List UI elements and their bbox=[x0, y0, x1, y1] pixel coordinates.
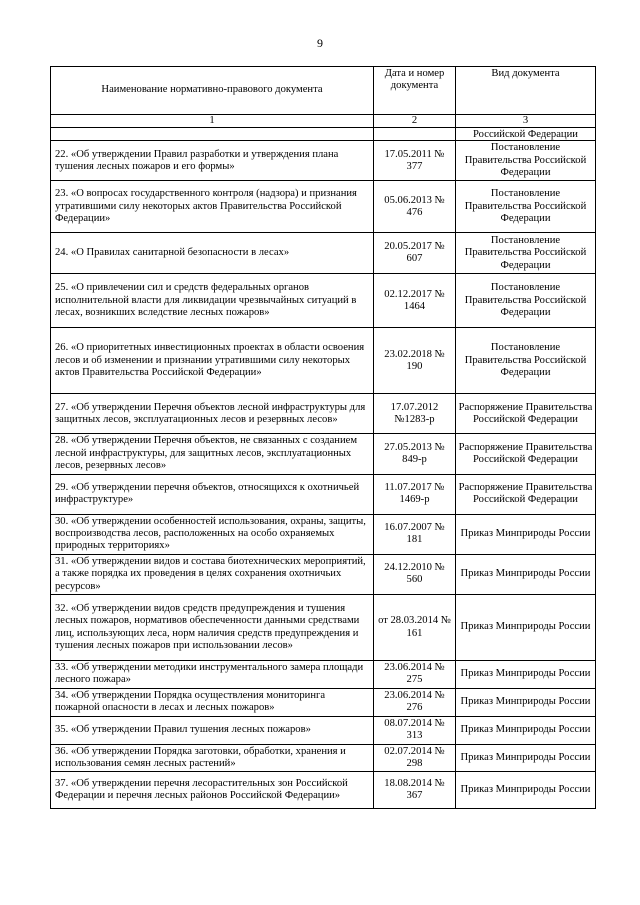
document-kind-cell: Распоряжение Правительства Российской Федерации bbox=[456, 474, 596, 514]
header-document-date: Дата и номер документа bbox=[374, 67, 456, 115]
document-kind-cell: Приказ Минприроды России bbox=[456, 716, 596, 744]
document-date-cell: 08.07.2014 № 313 bbox=[374, 716, 456, 744]
document-kind-cell: Приказ Минприроды России bbox=[456, 554, 596, 594]
table-row bbox=[51, 514, 596, 554]
document-name-cell: 33. «Об утверждении методики инструментального замера площади лесного пожара» bbox=[51, 661, 374, 689]
column-numbers-row bbox=[51, 115, 596, 128]
document-name-cell: 22. «Об утверждении Правил разработки и утверждения плана тушения лесных пожаров и его формы» bbox=[51, 141, 374, 181]
document-date-cell: от 28.03.2014 № 161 bbox=[374, 595, 456, 661]
table-row bbox=[51, 595, 596, 661]
table-row bbox=[51, 716, 596, 744]
document-kind-cell: Постановление Правительства Российской Федерации bbox=[456, 141, 596, 181]
document-date-cell: 17.05.2011 № 377 bbox=[374, 141, 456, 181]
document-name-cell: 31. «Об утверждении видов и состава биотехнических мероприятий, а также порядка их проведения в целях сохранения охотничьих ресурсов» bbox=[51, 554, 374, 594]
document-date-cell: 23.06.2014 № 276 bbox=[374, 688, 456, 716]
document-name-cell: 37. «Об утверждении перечня лесорастительных зон Российской Федерации и перечня лесных районов Российской Федерации» bbox=[51, 772, 374, 809]
document-date-cell: 20.05.2017 № 607 bbox=[374, 233, 456, 274]
page-number: 9 bbox=[317, 36, 323, 50]
document-name-cell: 25. «О привлечении сил и средств федеральных органов исполнительной власти для ликвидации чрезвычайных ситуаций в лесах, возникших вследствие лесных пожаров» bbox=[51, 274, 374, 328]
header-document-kind: Вид документа bbox=[456, 67, 596, 115]
document-date-cell: 23.06.2014 № 275 bbox=[374, 661, 456, 689]
table-row bbox=[51, 554, 596, 594]
document-kind-cell: Приказ Минприроды России bbox=[456, 688, 596, 716]
document-date-cell: 27.05.2013 № 849-р bbox=[374, 434, 456, 474]
table-row bbox=[51, 328, 596, 394]
document-kind-cell: Постановление Правительства Российской Федерации bbox=[456, 328, 596, 394]
table-row bbox=[51, 688, 596, 716]
document-name-cell: 32. «Об утверждении видов средств предупреждения и тушения лесных пожаров, нормативов обеспеченности данными средствами лиц, использующих леса, норм наличия средств предупреждения и тушения лесных пожаров при использовании лесов» bbox=[51, 595, 374, 661]
document-name-cell: 26. «О приоритетных инвестиционных проектах в области освоения лесов и об изменении и признании утратившими силу некоторых актов Правительства Российской Федерации» bbox=[51, 328, 374, 394]
document-kind-cell: Распоряжение Правительства Российской Федерации bbox=[456, 434, 596, 474]
document-name-cell: 27. «Об утверждении Перечня объектов лесной инфраструктуры для защитных лесов, эксплуатационных лесов и резервных лесов» bbox=[51, 394, 374, 434]
column-number-2: 2 bbox=[374, 115, 456, 128]
document-name-cell: 23. «О вопросах государственного контроля (надзора) и признания утратившими силу некоторых актов Правительства Российской Федерации» bbox=[51, 181, 374, 233]
document-date-cell: 16.07.2007 № 181 bbox=[374, 514, 456, 554]
document-kind-cell: Постановление Правительства Российской Федерации bbox=[456, 181, 596, 233]
document-date-cell: 05.06.2013 № 476 bbox=[374, 181, 456, 233]
document-date-cell: 24.12.2010 № 560 bbox=[374, 554, 456, 594]
document-date-cell: 17.07.2012 №1283-р bbox=[374, 394, 456, 434]
document-name-cell: 34. «Об утверждении Порядка осуществления мониторинга пожарной опасности в лесах и лесных пожаров» bbox=[51, 688, 374, 716]
document-kind-cell: Распоряжение Правительства Российской Федерации bbox=[456, 394, 596, 434]
table-row bbox=[51, 474, 596, 514]
table-header-row bbox=[51, 67, 596, 115]
table-row bbox=[51, 233, 596, 274]
document-kind-cell: Приказ Минприроды России bbox=[456, 595, 596, 661]
document-name-cell: 29. «Об утверждении перечня объектов, относящихся к охотничьей инфраструктуре» bbox=[51, 474, 374, 514]
table-row bbox=[51, 772, 596, 809]
document-date-cell: 11.07.2017 № 1469-р bbox=[374, 474, 456, 514]
document-name-cell: 28. «Об утверждении Перечня объектов, не связанных с созданием лесной инфраструктуры, для защитных лесов, эксплуатационных лесов, резервных лесов» bbox=[51, 434, 374, 474]
table-row bbox=[51, 434, 596, 474]
table-row bbox=[51, 274, 596, 328]
document-name-cell: 35. «Об утверждении Правил тушения лесных пожаров» bbox=[51, 716, 374, 744]
table-row bbox=[51, 744, 596, 772]
document-date-cell: 18.08.2014 № 367 bbox=[374, 772, 456, 809]
document-date-cell: 02.12.2017 № 1464 bbox=[374, 274, 456, 328]
table-row bbox=[51, 141, 596, 181]
document-name-cell: 30. «Об утверждении особенностей использования, охраны, защиты, воспроизводства лесов, расположенных на особо охраняемых природных территориях» bbox=[51, 514, 374, 554]
header-document-name: Наименование нормативно-правового документа bbox=[51, 67, 374, 115]
continuation-name bbox=[51, 128, 374, 141]
continuation-date bbox=[374, 128, 456, 141]
document-kind-cell: Постановление Правительства Российской Федерации bbox=[456, 233, 596, 274]
table-row bbox=[51, 394, 596, 434]
continuation-kind: Российской Федерации bbox=[456, 128, 596, 141]
document-kind-cell: Приказ Минприроды России bbox=[456, 514, 596, 554]
document-date-cell: 02.07.2014 № 298 bbox=[374, 744, 456, 772]
document-kind-cell: Постановление Правительства Российской Федерации bbox=[456, 274, 596, 328]
document-name-cell: 36. «Об утверждении Порядка заготовки, обработки, хранения и использования семян лесных растений» bbox=[51, 744, 374, 772]
continuation-row bbox=[51, 128, 596, 141]
column-number-3: 3 bbox=[456, 115, 596, 128]
document-kind-cell: Приказ Минприроды России bbox=[456, 772, 596, 809]
document-date-cell: 23.02.2018 № 190 bbox=[374, 328, 456, 394]
table-row bbox=[51, 661, 596, 689]
document-kind-cell: Приказ Минприроды России bbox=[456, 661, 596, 689]
document-name-cell: 24. «О Правилах санитарной безопасности в лесах» bbox=[51, 233, 374, 274]
table-row bbox=[51, 181, 596, 233]
column-number-1: 1 bbox=[51, 115, 374, 128]
document-kind-cell: Приказ Минприроды России bbox=[456, 744, 596, 772]
legal-documents-table bbox=[50, 66, 596, 809]
